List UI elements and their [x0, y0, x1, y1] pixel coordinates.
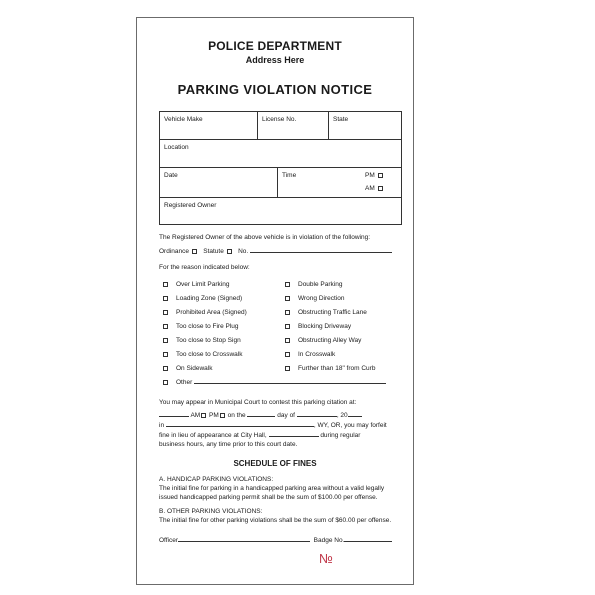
license-no-label: License No. [262, 116, 297, 123]
date-label: Date [164, 172, 178, 179]
other-heading: B. OTHER PARKING VIOLATIONS: [159, 508, 263, 515]
pm-option[interactable] [365, 172, 384, 179]
ordinance-label: Ordinance [159, 248, 189, 255]
vehicle-info-box [159, 111, 402, 225]
time-label: Time [282, 172, 297, 179]
license-no-field[interactable] [257, 112, 328, 139]
reason-label: Obstructing Traffic Lane [298, 309, 367, 316]
statute-label: Statute [203, 248, 224, 255]
officer-line [159, 537, 392, 544]
reason-item[interactable] [163, 337, 241, 344]
location-row [160, 140, 401, 168]
reason-checkbox[interactable] [163, 338, 168, 343]
reason-checkbox[interactable] [163, 352, 168, 357]
pm-checkbox[interactable] [378, 173, 383, 178]
violation-number-line[interactable] [250, 252, 392, 253]
handicap-text-1: The initial fine for parking in a handicapped parking area without a valid legally [159, 485, 385, 492]
reason-item[interactable] [285, 351, 335, 358]
date-time-row [160, 168, 401, 198]
reason-checkbox[interactable] [285, 310, 290, 315]
reason-item[interactable] [285, 337, 361, 344]
reason-checkbox[interactable] [163, 324, 168, 329]
reason-item[interactable] [285, 323, 351, 330]
officer-signature-line[interactable] [178, 541, 310, 542]
reason-label: Wrong Direction [298, 295, 345, 302]
am-label: AM [365, 185, 375, 192]
forfeit-line [159, 432, 360, 439]
reason-label: Prohibited Area (Signed) [176, 309, 247, 316]
location-label: Location [164, 144, 189, 151]
regular-text: during regular [320, 432, 361, 439]
court-am-checkbox[interactable] [201, 413, 206, 418]
court-year-line[interactable] [348, 416, 362, 417]
registered-owner-label: Registered Owner [164, 202, 217, 209]
serial-number-sign: № [319, 551, 333, 566]
reason-item[interactable] [285, 365, 375, 372]
officer-label: Officer [159, 537, 179, 544]
badge-no-label: Badge No. [313, 537, 345, 544]
day-of-label: day of [277, 412, 295, 419]
state-field[interactable] [328, 112, 403, 139]
court-pm-label: PM [209, 412, 219, 419]
reason-checkbox[interactable] [285, 338, 290, 343]
reason-label: Loading Zone (Signed) [176, 295, 243, 302]
reason-checkbox[interactable] [163, 380, 168, 385]
reason-item[interactable] [285, 295, 344, 302]
am-option[interactable] [365, 185, 384, 192]
city-hall-line[interactable] [269, 436, 319, 437]
reason-label: Further than 18" from Curb [298, 365, 376, 372]
reason-checkbox[interactable] [285, 324, 290, 329]
reason-checkbox[interactable] [163, 282, 168, 287]
reason-label: Double Parking [298, 281, 343, 288]
reason-label: Too close to Fire Plug [176, 323, 239, 330]
forfeit-text: fine in lieu of appearance at City Hall, [159, 432, 267, 439]
business-hours-text: business hours, any time prior to this court date. [159, 441, 298, 448]
reason-checkbox[interactable] [285, 282, 290, 287]
reason-checkbox[interactable] [163, 296, 168, 301]
violation-intro: The Registered Owner of the above vehicle is in violation of the following: [159, 234, 371, 241]
court-pm-checkbox[interactable] [220, 413, 225, 418]
department-name: POLICE DEPARTMENT [208, 39, 342, 53]
reason-label: Too close to Stop Sign [176, 337, 241, 344]
location-field[interactable] [160, 140, 401, 167]
state-label: State [333, 116, 349, 123]
court-intro: You may appear in Municipal Court to contest this parking citation at: [159, 399, 357, 406]
reason-label: Over Limit Parking [176, 281, 230, 288]
other-reason-line[interactable] [194, 383, 386, 384]
time-field[interactable] [277, 168, 403, 197]
reason-label: Blocking Driveway [298, 323, 352, 330]
owner-row [160, 198, 401, 226]
date-field[interactable] [160, 168, 277, 197]
reason-label: Other [176, 379, 193, 386]
reason-label: On Sidewalk [176, 365, 213, 372]
reason-item[interactable] [163, 323, 239, 330]
reason-checkbox[interactable] [163, 366, 168, 371]
court-time-line[interactable] [159, 416, 189, 417]
court-day-line[interactable] [247, 416, 275, 417]
other-text: The initial fine for other parking violations shall be the sum of $60.00 per offense. [159, 517, 392, 524]
violation-notice-form [136, 17, 414, 585]
reason-item[interactable] [285, 281, 342, 288]
year-prefix: , 20 [336, 412, 348, 419]
number-label: No. [238, 248, 249, 255]
reason-checkbox[interactable] [285, 366, 290, 371]
reason-item[interactable] [163, 295, 242, 302]
department-address: Address Here [245, 55, 305, 65]
statute-checkbox[interactable] [227, 249, 232, 254]
ordinance-line [159, 248, 392, 255]
reason-item[interactable] [163, 365, 213, 372]
schedule-title: SCHEDULE OF FINES [233, 459, 317, 468]
vehicle-row [160, 112, 401, 140]
reason-item[interactable] [285, 309, 367, 316]
reason-checkbox[interactable] [285, 352, 290, 357]
court-location-line [159, 422, 387, 429]
am-checkbox[interactable] [378, 186, 383, 191]
wy-text: , WY, OR, you may forfeit [313, 422, 387, 429]
on-the-label: on the [227, 412, 246, 419]
court-am-label: AM [190, 412, 201, 419]
handicap-heading: A. HANDICAP PARKING VIOLATIONS: [159, 476, 274, 483]
reason-checkbox[interactable] [163, 310, 168, 315]
reason-checkbox[interactable] [285, 296, 290, 301]
reason-intro: For the reason indicated below: [159, 264, 250, 271]
reason-item-other[interactable] [163, 379, 386, 386]
court-datetime-line [159, 412, 362, 419]
vehicle-make-field[interactable] [160, 112, 257, 139]
reason-label: Obstructing Alley Way [298, 337, 362, 344]
reason-item[interactable] [163, 281, 229, 288]
badge-number-line[interactable] [344, 541, 392, 542]
reason-item[interactable] [163, 309, 247, 316]
reason-label: Too close to Crosswalk [176, 351, 243, 358]
handicap-text-2: issued handicapped parking permit shall be the sum of $100.00 per offense. [159, 494, 378, 501]
reason-item[interactable] [163, 351, 242, 358]
in-label: in [159, 422, 165, 429]
reason-label: In Crosswalk [298, 351, 336, 358]
form-title: PARKING VIOLATION NOTICE [177, 82, 373, 97]
registered-owner-field[interactable] [160, 198, 401, 226]
pm-label: PM [365, 172, 375, 179]
vehicle-make-label: Vehicle Make [164, 116, 203, 123]
court-city-line[interactable] [166, 426, 314, 427]
ordinance-checkbox[interactable] [192, 249, 197, 254]
court-month-line[interactable] [297, 416, 337, 417]
